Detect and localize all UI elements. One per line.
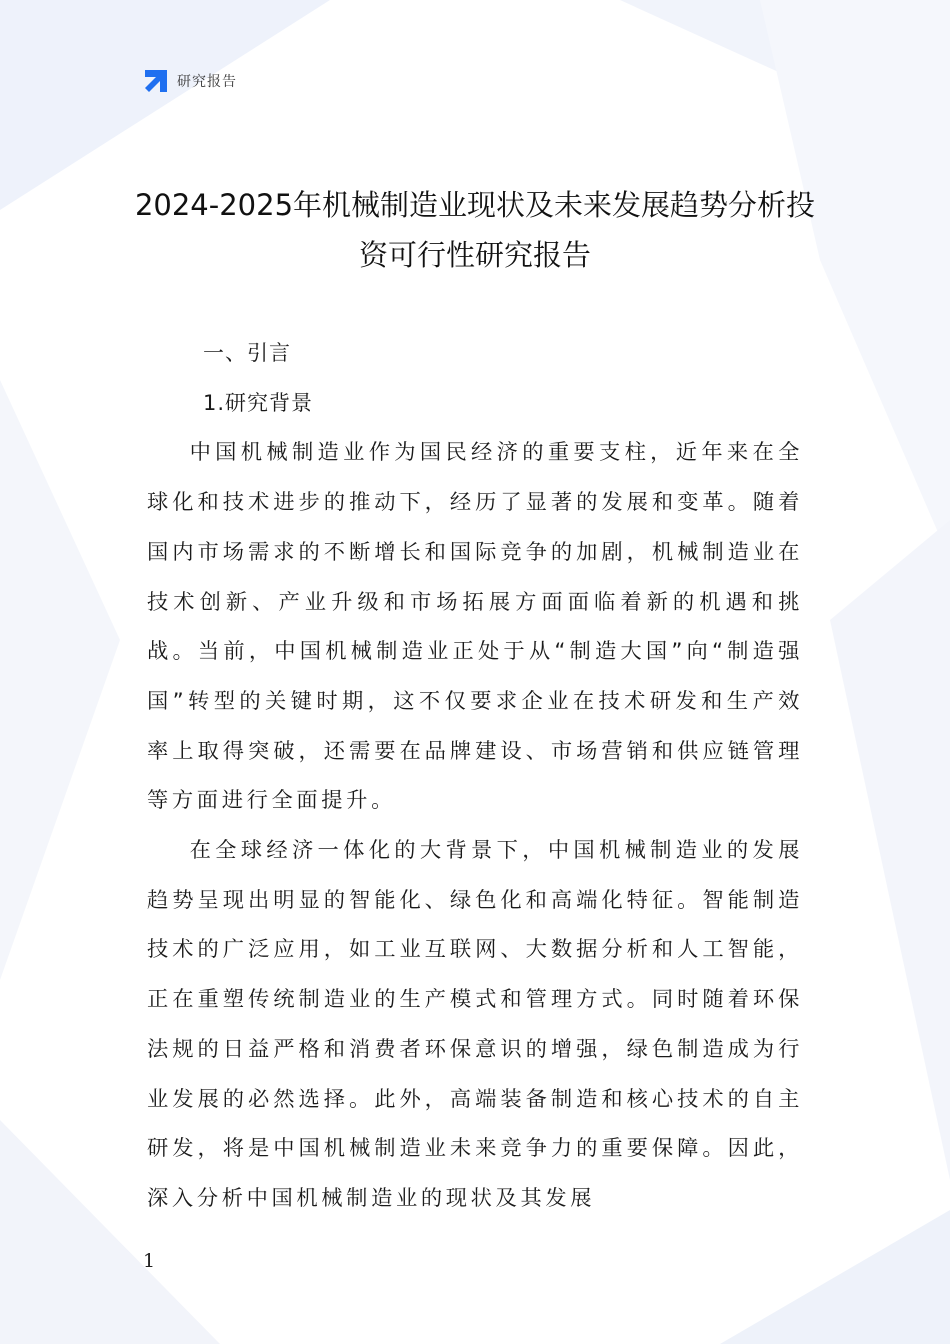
report-header [143, 68, 237, 94]
paragraph-1: 中国机械制造业作为国民经济的重要支柱，近年来在全球化和技术进步的推动下，经历了显著的发展和变革。随着国内市场需求的不断增长和国际竞争的加剧，机械制造业在技术创新、产业升级和市场拓展方面面临着新的机遇和挑战。当前，中国机械制造业正处于从“制造大国”向“制造强国”转型的关键时期，这不仅要求企业在技术研发和生产效率上取得突破，还需要在品牌建设、市场营销和供应链管理等方面进行全面提升。 [147, 440, 803, 814]
paragraph-2: 在全球经济一体化的大背景下，中国机械制造业的发展趋势呈现出明显的智能化、绿色化和高端化特征。智能制造技术的广泛应用，如工业互联网、大数据分析和人工智能，正在重塑传统制造业的生产模式和管理方式。同时随着环保法规的日益严格和消费者环保意识的增强，绿色制造成为行业发展的必然选择。此外，高端装备制造和核心技术的自主研发，将是中国机械制造业未来竞争力的重要保障。因此，深入分析中国机械制造业的现状及其发展 [147, 838, 803, 1211]
page-number: 1 [143, 1250, 156, 1272]
document-body [147, 329, 803, 1224]
subsection-heading: 1.研究背景 [203, 390, 314, 415]
document-title: 2024-2025年机械制造业现状及未来发展趋势分析投资可行性研究报告 [134, 188, 816, 272]
arrow-up-right-icon [143, 68, 169, 94]
section-heading: 一、引言 [203, 341, 291, 365]
header-label: 研究报告 [177, 74, 237, 90]
